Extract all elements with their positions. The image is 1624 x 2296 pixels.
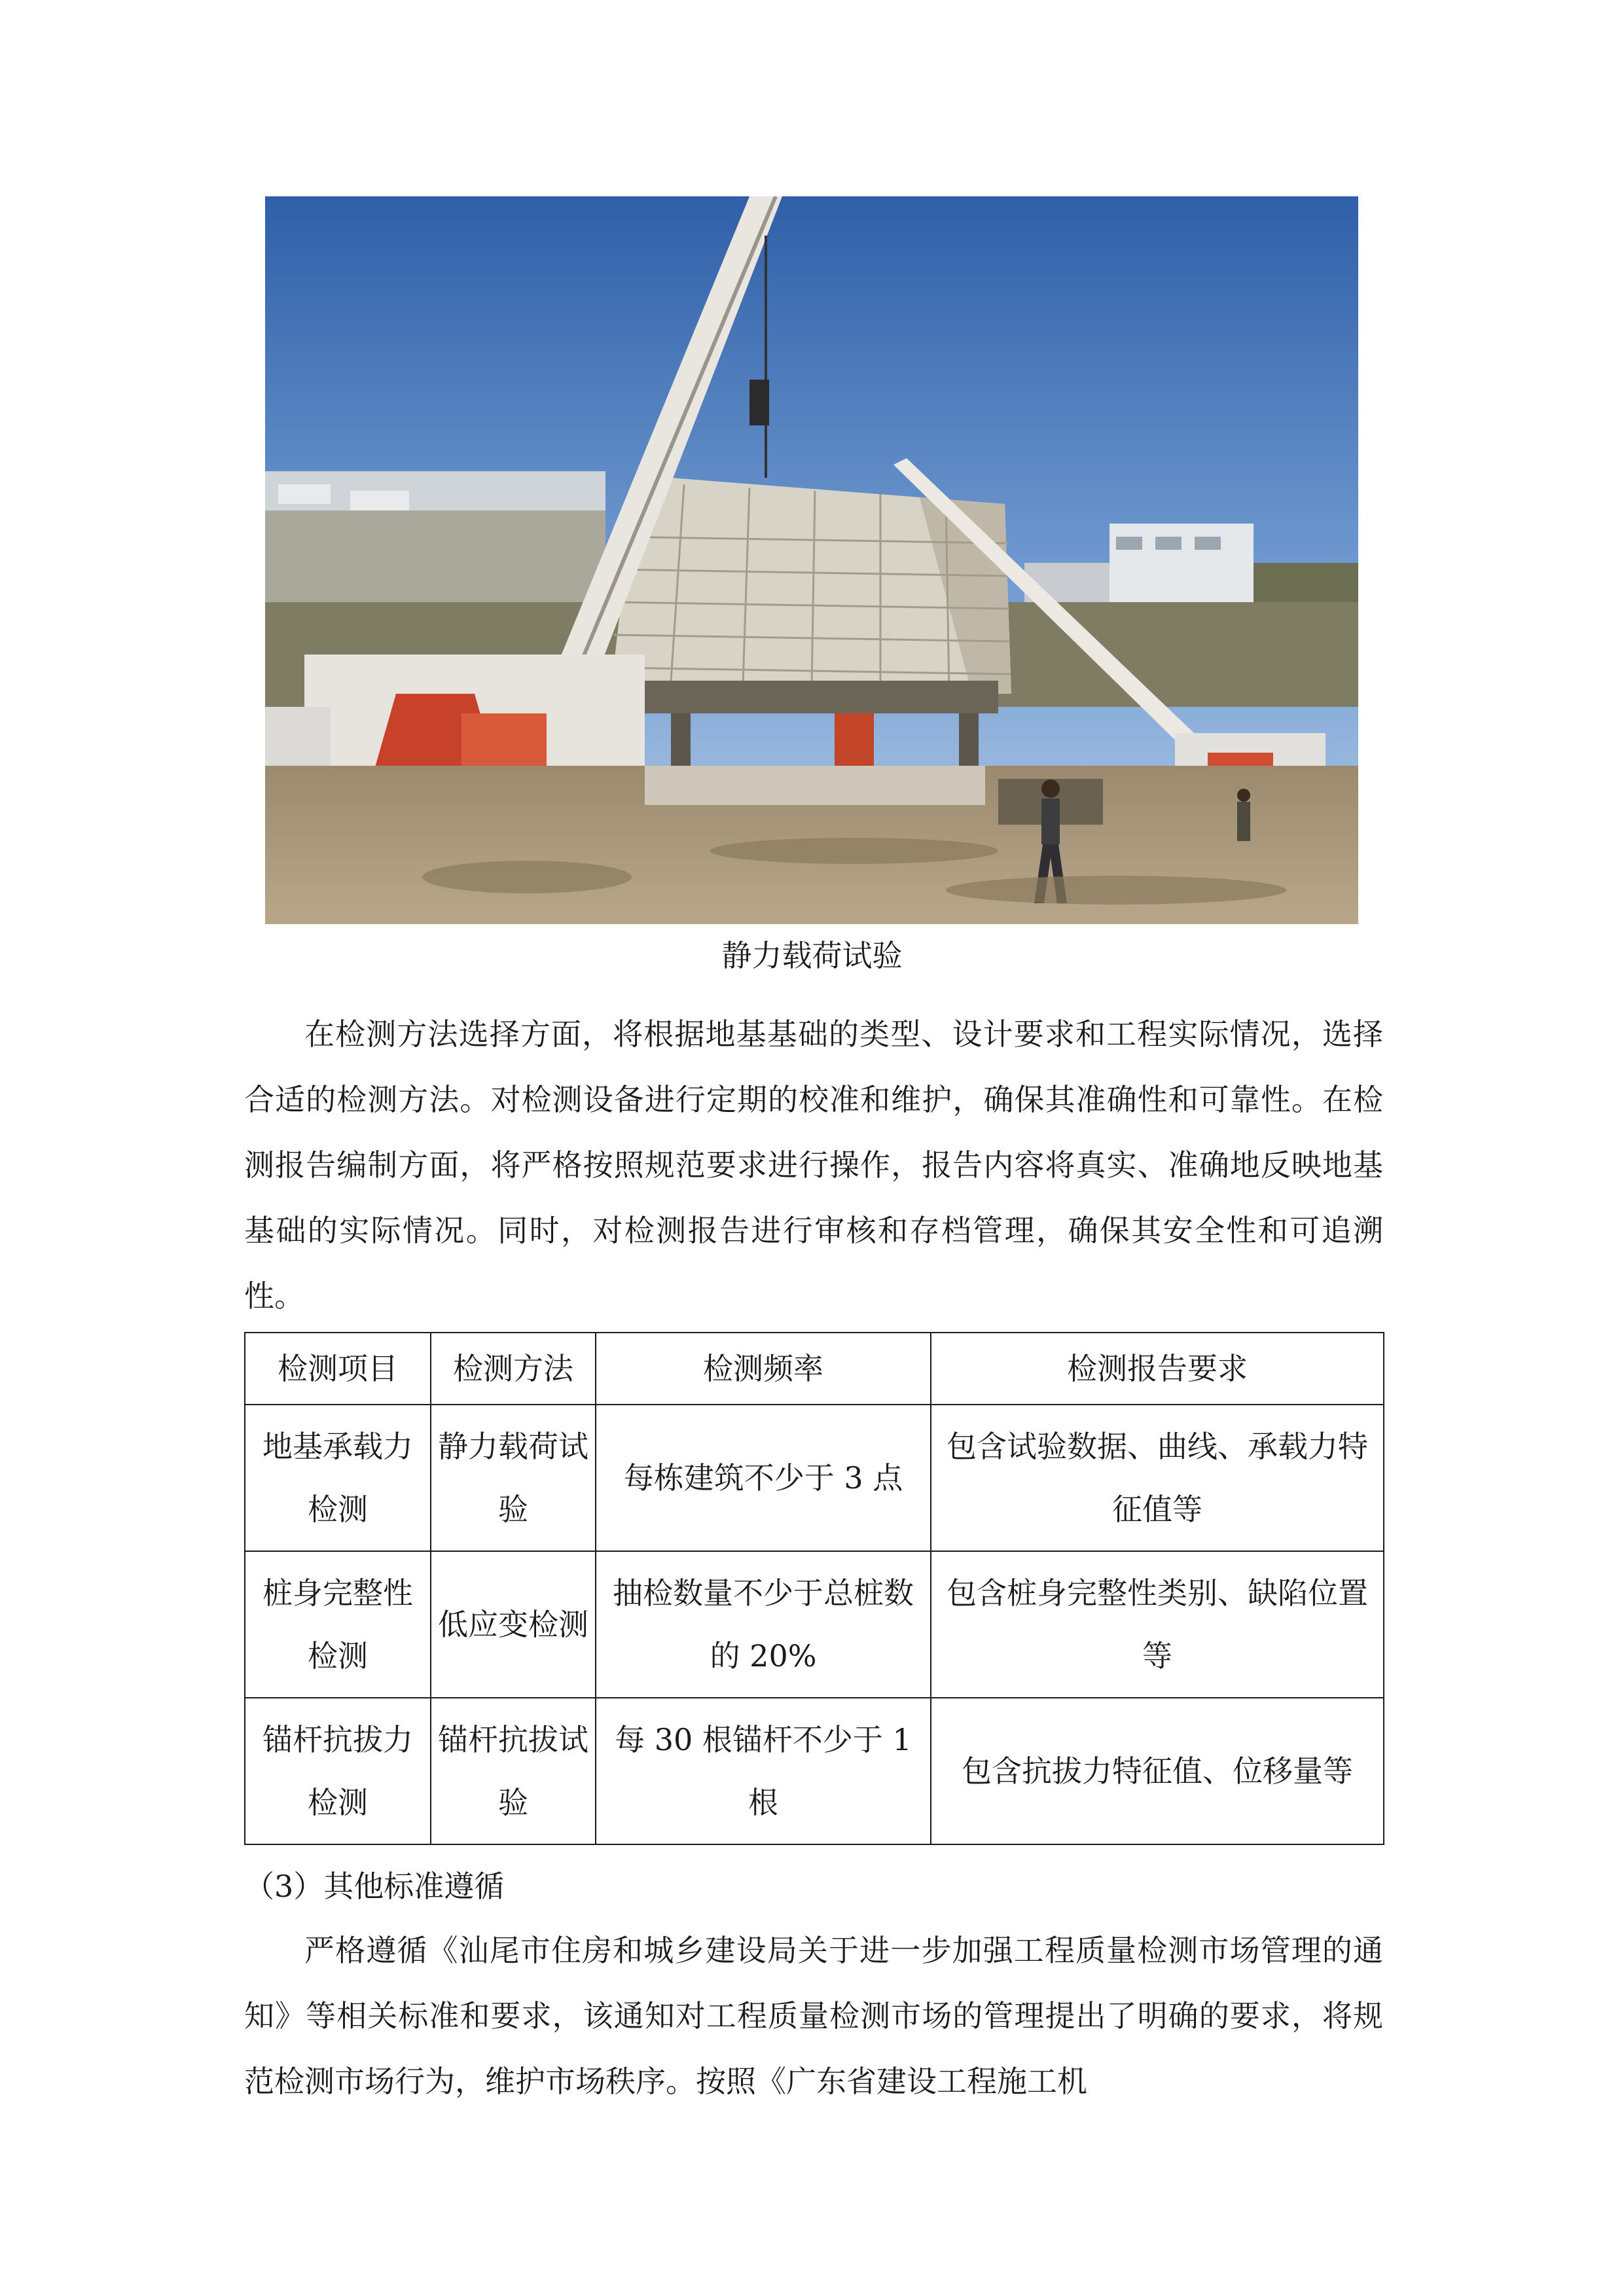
cell-method: 锚杆抗拔试验	[431, 1698, 596, 1844]
paragraph-inspection-method: 在检测方法选择方面，将根据地基基础的类型、设计要求和工程实际情况，选择合适的检测方法。对检测设备进行定期的校准和维护，确保其准确性和可靠性。在检测报告编制方面，将严格按照规范要求进行操作，报告内容将真实、准确地反映地基基础的实际情况。同时，对检测报告进行审核和存档管理，确保其安全性和可追溯性。	[244, 1016, 1383, 1314]
table-row	[245, 1551, 1384, 1698]
header-cell-method: 检测方法	[431, 1333, 596, 1405]
table-row	[245, 1405, 1384, 1551]
figure-caption: 静力载荷试验	[721, 938, 903, 973]
cell-item: 桩身完整性检测	[245, 1551, 431, 1698]
cell-report: 包含试验数据、曲线、承载力特征值等	[931, 1405, 1384, 1551]
header-cell-frequency: 检测频率	[596, 1333, 931, 1405]
worker-figure-2	[1237, 789, 1250, 841]
paragraph-other-standards: 严格遵循《汕尾市住房和城乡建设局关于进一步加强工程质量检测市场管理的通知》等相关标准和要求，该通知对工程质量检测市场的管理提出了明确的要求，将规范检测市场行为，维护市场秩序。按照《广东省建设工程施工机	[244, 1933, 1383, 2099]
header-cell-report: 检测报告要求	[931, 1333, 1384, 1405]
cell-method: 低应变检测	[431, 1551, 596, 1698]
cell-frequency: 每栋建筑不少于 3 点	[596, 1405, 931, 1551]
table-header-row	[245, 1333, 1384, 1405]
header-cell-item: 检测项目	[245, 1333, 431, 1405]
table-row	[245, 1698, 1384, 1844]
cell-report: 包含桩身完整性类别、缺陷位置等	[931, 1551, 1384, 1698]
construction-site-illustration	[265, 196, 1358, 924]
cell-method: 静力载荷试验	[431, 1405, 596, 1551]
cell-report: 包含抗拔力特征值、位移量等	[931, 1698, 1384, 1844]
cell-frequency: 抽检数量不少于总桩数的 20%	[596, 1551, 931, 1698]
cell-frequency: 每 30 根锚杆不少于 1 根	[596, 1698, 931, 1844]
static-load-test-photo	[265, 196, 1358, 924]
cell-item: 锚杆抗拔力检测	[245, 1698, 431, 1844]
section-heading: （3）其他标准遵循	[244, 1869, 505, 1904]
cell-item: 地基承载力检测	[245, 1405, 431, 1551]
inspection-table	[244, 1332, 1384, 1845]
